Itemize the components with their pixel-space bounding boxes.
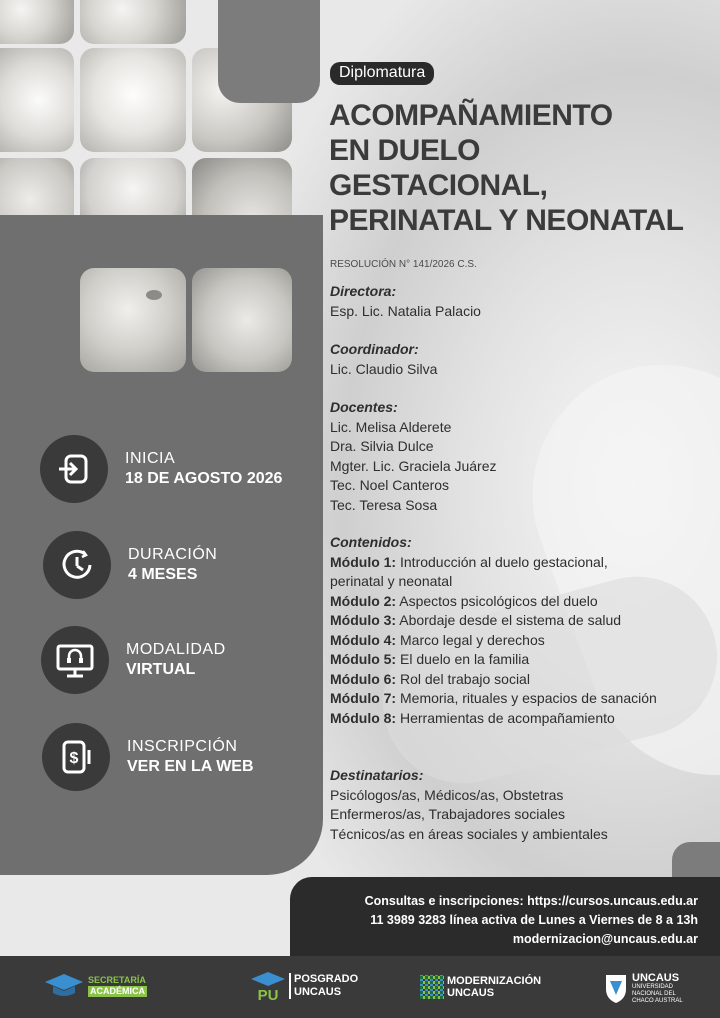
photo-tile xyxy=(0,0,74,44)
destinatario-line: Técnicos/as en áreas sociales y ambientales xyxy=(330,825,608,842)
logo-text: UNCAUS xyxy=(447,987,495,999)
coordinador-name: Lic. Claudio Silva xyxy=(330,360,438,377)
module-item: Módulo 2: Aspectos psicológicos del duelo xyxy=(330,592,598,609)
contact-info xyxy=(365,892,698,949)
duracion-value: 4 MESES xyxy=(128,566,198,583)
logo-secretaria-academica xyxy=(44,972,147,1000)
duracion-label: DURACIÓN xyxy=(128,546,218,563)
module-item: Módulo 5: El duelo en la familia xyxy=(330,651,530,667)
logo-text: UNIVERSIDAD xyxy=(632,984,674,990)
navel-mark xyxy=(146,290,162,300)
logo-text: UNCAUS xyxy=(294,986,342,998)
photo-tile xyxy=(192,268,292,372)
page-title xyxy=(329,98,719,238)
docente-name: Tec. Teresa Sosa xyxy=(330,496,438,513)
title-line: EN DUELO xyxy=(329,134,481,167)
coordinador-section xyxy=(330,340,715,379)
contenidos-heading: Contenidos: xyxy=(330,534,412,550)
directora-name: Esp. Lic. Natalia Palacio xyxy=(330,302,481,319)
logo-text: MODERNIZACIÓN xyxy=(447,975,542,987)
phone-dollar-icon xyxy=(42,723,110,791)
title-line: PERINATAL Y NEONATAL xyxy=(329,204,684,237)
logo-text: NACIONAL DEL xyxy=(632,991,676,997)
info-duracion xyxy=(43,531,217,599)
svg-text:$: $ xyxy=(69,750,79,767)
module-item: Módulo 6: Rol del trabajo social xyxy=(330,670,530,687)
info-modalidad xyxy=(41,626,226,694)
logo-text: UNCAUS xyxy=(632,972,680,984)
module-item: Módulo 8: Herramientas de acompañamiento xyxy=(330,709,615,726)
logo-text: SECRETARÍA xyxy=(88,975,146,985)
program-type-badge: Diplomatura xyxy=(330,62,434,85)
svg-text:PU: PU xyxy=(257,987,279,1002)
modalidad-value: VIRTUAL xyxy=(126,661,196,678)
inicio-value: 18 DE AGOSTO 2026 xyxy=(125,470,283,487)
module-item: Módulo 1: Introducción al duelo gestacional, perinatal y neonatal xyxy=(330,553,608,589)
docente-name: Lic. Melisa Alderete xyxy=(330,418,452,435)
destinatarios-heading: Destinatarios: xyxy=(330,767,424,783)
logo-posgrado xyxy=(250,970,358,1002)
modalidad-label: MODALIDAD xyxy=(126,641,226,658)
uncaus-shield-icon xyxy=(604,973,628,1005)
docentes-section xyxy=(330,398,715,515)
contact-url-line[interactable]: Consultas e inscripciones: https://cursos.uncaus.edu.ar xyxy=(364,894,698,908)
module-item: Módulo 4: Marco legal y derechos xyxy=(330,631,545,648)
logo-text: POSGRADO xyxy=(294,973,359,985)
logo-modernizacion xyxy=(420,975,541,999)
dark-tile xyxy=(218,0,320,103)
contenidos-section xyxy=(330,533,660,728)
logo-text: ACADÉMICA xyxy=(90,986,145,996)
inscripcion-label: INSCRIPCIÓN xyxy=(127,738,238,755)
destinatario-line: Psicólogos/as, Médicos/as, Obstetras xyxy=(330,786,564,803)
contact-phone-line: 11 3989 3283 línea activa de Lunes a Viernes de 8 a 13h xyxy=(370,913,698,927)
docente-name: Mgter. Lic. Graciela Juárez xyxy=(330,457,497,474)
title-line: GESTACIONAL, xyxy=(329,169,548,202)
destinatario-line: Enfermeros/as, Trabajadores sociales xyxy=(330,806,565,822)
inscripcion-value[interactable]: VER EN LA WEB xyxy=(127,758,254,775)
title-line: ACOMPAÑAMIENTO xyxy=(329,99,613,132)
inicio-label: INICIA xyxy=(125,450,176,467)
directora-heading: Directora: xyxy=(330,283,397,299)
contact-email[interactable]: modernizacion@uncaus.edu.ar xyxy=(512,932,698,946)
coordinador-heading: Coordinador: xyxy=(330,341,419,357)
login-icon xyxy=(40,435,108,503)
photo-tile xyxy=(80,0,186,44)
clock-icon xyxy=(43,531,111,599)
logo-uncaus xyxy=(604,972,683,1005)
logo-text: CHACO AUSTRAL xyxy=(632,998,683,1004)
info-inicio xyxy=(40,435,282,503)
photo-tile xyxy=(80,48,186,152)
pixel-grid-icon xyxy=(420,975,444,999)
docente-name: Tec. Noel Canteros xyxy=(330,477,450,493)
destinatarios-section xyxy=(330,766,715,844)
photo-tile xyxy=(80,268,186,372)
resolution-number: RESOLUCIÓN N° 141/2026 C.S. xyxy=(330,259,477,270)
info-inscripcion xyxy=(42,723,254,791)
monitor-headset-icon xyxy=(41,626,109,694)
photo-tile xyxy=(0,48,74,152)
module-item: Módulo 3: Abordaje desde el sistema de salud xyxy=(330,612,622,628)
directora-section xyxy=(330,282,715,321)
footer-corner xyxy=(672,842,720,882)
docentes-heading: Docentes: xyxy=(330,399,398,415)
posgrado-emblem-icon xyxy=(250,970,286,1002)
graduation-cap-icon xyxy=(44,972,84,1000)
module-item: Módulo 7: Memoria, rituales y espacios de sanación xyxy=(330,690,657,706)
docente-name: Dra. Silvia Dulce xyxy=(330,438,434,454)
